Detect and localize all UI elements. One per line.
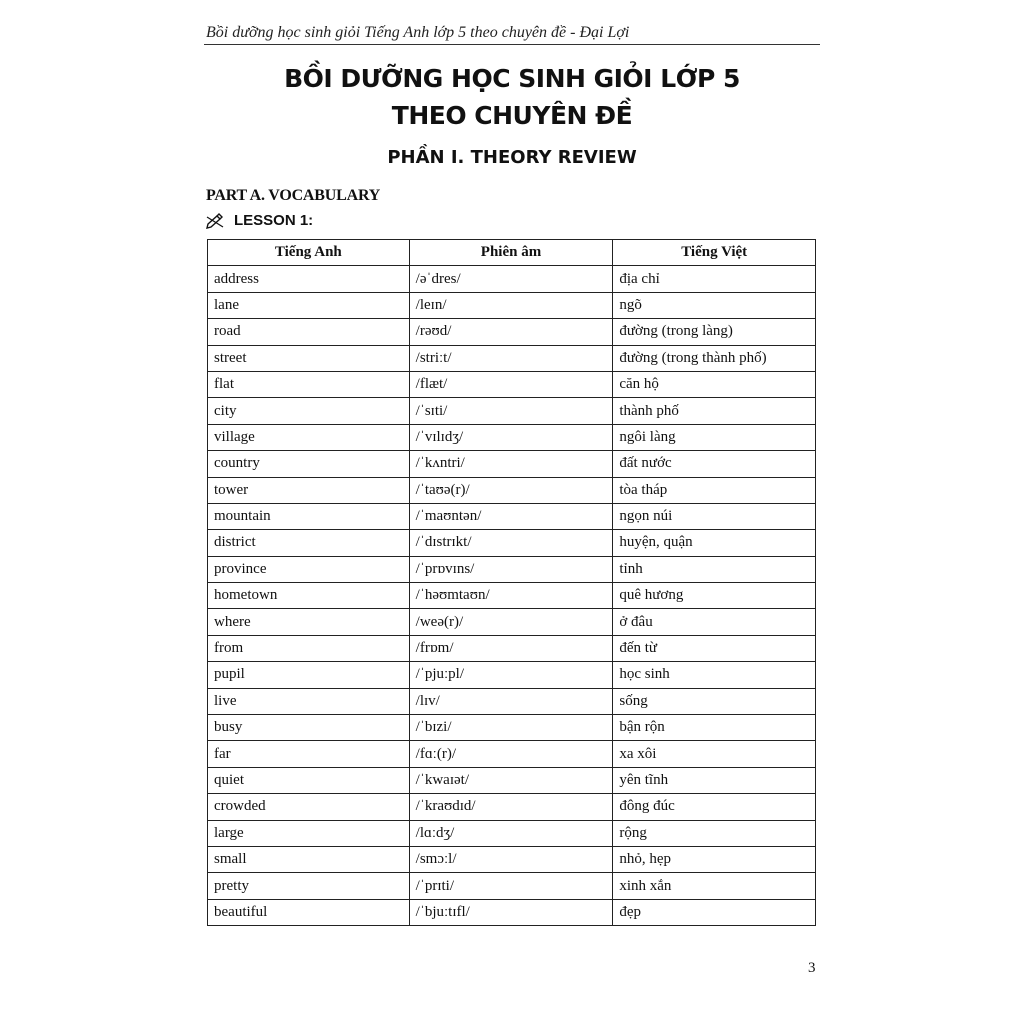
phonetic-cell: /ˈbjuːtɪfl/ <box>409 899 613 925</box>
table-row <box>208 556 816 582</box>
english-word-cell: small <box>208 846 410 872</box>
table-body <box>208 266 816 926</box>
table-row <box>208 741 816 767</box>
vietnamese-meaning-cell: ngọn núi <box>613 503 816 529</box>
english-word-cell: quiet <box>208 767 410 793</box>
phonetic-cell: /ˈsɪti/ <box>409 398 613 424</box>
english-word-cell: beautiful <box>208 899 410 925</box>
phonetic-cell: /weə(r)/ <box>409 609 613 635</box>
vietnamese-meaning-cell: nhỏ, hẹp <box>613 846 816 872</box>
table-row <box>208 424 816 450</box>
table-row <box>208 662 816 688</box>
table-row <box>208 371 816 397</box>
english-word-cell: address <box>208 266 410 292</box>
table-row <box>208 794 816 820</box>
running-header: Bồi dưỡng học sinh giỏi Tiếng Anh lớp 5 theo chuyên đề - Đại Lợi <box>206 24 630 41</box>
phonetic-cell: /frɒm/ <box>409 635 613 661</box>
phonetic-cell: /ˈmaʊntən/ <box>409 503 613 529</box>
phonetic-cell: /ˈkwaɪət/ <box>409 767 613 793</box>
column-header: Tiếng Anh <box>208 240 410 266</box>
vietnamese-meaning-cell: quê hương <box>613 583 816 609</box>
vietnamese-meaning-cell: huyện, quận <box>613 530 816 556</box>
table-row <box>208 451 816 477</box>
english-word-cell: road <box>208 319 410 345</box>
phonetic-cell: /ˈtaʊə(r)/ <box>409 477 613 503</box>
table-header-row <box>208 240 816 266</box>
table-row <box>208 477 816 503</box>
table-row <box>208 715 816 741</box>
phonetic-cell: /fɑː(r)/ <box>409 741 613 767</box>
column-header: Tiếng Việt <box>613 240 816 266</box>
table-row <box>208 688 816 714</box>
phonetic-cell: /ˈprɪti/ <box>409 873 613 899</box>
english-word-cell: where <box>208 609 410 635</box>
english-word-cell: hometown <box>208 583 410 609</box>
phonetic-cell: /striːt/ <box>409 345 613 371</box>
phonetic-cell: /ˈdɪstrɪkt/ <box>409 530 613 556</box>
vietnamese-meaning-cell: đất nước <box>613 451 816 477</box>
english-word-cell: flat <box>208 371 410 397</box>
table-row <box>208 530 816 556</box>
phonetic-cell: /ˈvɪlɪdʒ/ <box>409 424 613 450</box>
vietnamese-meaning-cell: đường (trong thành phố) <box>613 345 816 371</box>
english-word-cell: lane <box>208 292 410 318</box>
table-row <box>208 635 816 661</box>
title-line-1: BỒI DƯỠNG HỌC SINH GIỎI LỚP 5 <box>284 64 740 93</box>
phonetic-cell: /ˈbɪzi/ <box>409 715 613 741</box>
vietnamese-meaning-cell: tỉnh <box>613 556 816 582</box>
vietnamese-meaning-cell: rộng <box>613 820 816 846</box>
english-word-cell: crowded <box>208 794 410 820</box>
table-row <box>208 820 816 846</box>
table-row <box>208 398 816 424</box>
table-row <box>208 292 816 318</box>
vietnamese-meaning-cell: đường (trong làng) <box>613 319 816 345</box>
vietnamese-meaning-cell: thành phố <box>613 398 816 424</box>
vietnamese-meaning-cell: yên tĩnh <box>613 767 816 793</box>
page-number: 3 <box>808 960 816 976</box>
vietnamese-meaning-cell: xa xôi <box>613 741 816 767</box>
english-word-cell: busy <box>208 715 410 741</box>
vietnamese-meaning-cell: đông đúc <box>613 794 816 820</box>
english-word-cell: village <box>208 424 410 450</box>
english-word-cell: street <box>208 345 410 371</box>
table-row <box>208 767 816 793</box>
phonetic-cell: /smɔːl/ <box>409 846 613 872</box>
english-word-cell: far <box>208 741 410 767</box>
english-word-cell: from <box>208 635 410 661</box>
phonetic-cell: /əˈdres/ <box>409 266 613 292</box>
table-row <box>208 266 816 292</box>
english-word-cell: pretty <box>208 873 410 899</box>
english-word-cell: district <box>208 530 410 556</box>
english-word-cell: province <box>208 556 410 582</box>
vietnamese-meaning-cell: ngõ <box>613 292 816 318</box>
phonetic-cell: /ˈkʌntri/ <box>409 451 613 477</box>
lesson-label: LESSON 1: <box>234 212 314 229</box>
table-row <box>208 609 816 635</box>
phonetic-cell: /ˈkraʊdɪd/ <box>409 794 613 820</box>
pencil-icon <box>206 213 224 229</box>
table-row <box>208 345 816 371</box>
phonetic-cell: /ˈprɒvɪns/ <box>409 556 613 582</box>
table-row <box>208 503 816 529</box>
english-word-cell: mountain <box>208 503 410 529</box>
vietnamese-meaning-cell: ngôi làng <box>613 424 816 450</box>
phonetic-cell: /flæt/ <box>409 371 613 397</box>
vietnamese-meaning-cell: tòa tháp <box>613 477 816 503</box>
table-row <box>208 583 816 609</box>
phonetic-cell: /ˈpjuːpl/ <box>409 662 613 688</box>
table-row <box>208 873 816 899</box>
vietnamese-meaning-cell: bận rộn <box>613 715 816 741</box>
phonetic-cell: /lɑːdʒ/ <box>409 820 613 846</box>
vietnamese-meaning-cell: đến từ <box>613 635 816 661</box>
table-row <box>208 319 816 345</box>
column-header: Phiên âm <box>409 240 613 266</box>
vietnamese-meaning-cell: xinh xắn <box>613 873 816 899</box>
phonetic-cell: /ˈhəʊmtaʊn/ <box>409 583 613 609</box>
title-line-2: THEO CHUYÊN ĐỀ <box>391 101 633 130</box>
english-word-cell: tower <box>208 477 410 503</box>
table-row <box>208 846 816 872</box>
english-word-cell: large <box>208 820 410 846</box>
vietnamese-meaning-cell: ở đâu <box>613 609 816 635</box>
vietnamese-meaning-cell: sống <box>613 688 816 714</box>
lesson-heading <box>206 212 313 229</box>
vietnamese-meaning-cell: căn hộ <box>613 371 816 397</box>
english-word-cell: pupil <box>208 662 410 688</box>
vietnamese-meaning-cell: học sinh <box>613 662 816 688</box>
english-word-cell: city <box>208 398 410 424</box>
phonetic-cell: /leɪn/ <box>409 292 613 318</box>
phonetic-cell: /rəʊd/ <box>409 319 613 345</box>
phonetic-cell: /lɪv/ <box>409 688 613 714</box>
vietnamese-meaning-cell: đẹp <box>613 899 816 925</box>
english-word-cell: live <box>208 688 410 714</box>
part-title: PART A. VOCABULARY <box>206 187 381 204</box>
vietnamese-meaning-cell: địa chỉ <box>613 266 816 292</box>
vocabulary-table <box>207 239 816 926</box>
section-title: PHẦN I. THEORY REVIEW <box>387 147 637 168</box>
table-row <box>208 899 816 925</box>
english-word-cell: country <box>208 451 410 477</box>
header-rule <box>204 44 820 45</box>
